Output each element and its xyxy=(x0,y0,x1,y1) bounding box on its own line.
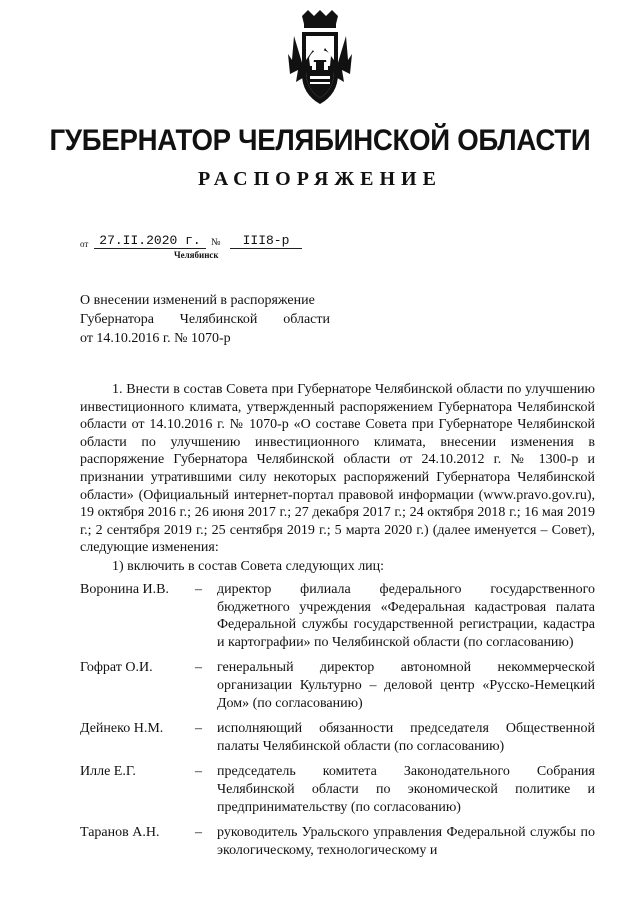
date-label: от xyxy=(80,239,89,249)
document-subject xyxy=(80,291,330,348)
number-label: № xyxy=(211,237,221,248)
member-name: Таранов А.Н. xyxy=(80,825,160,841)
document-date: 27.II.2020 г. xyxy=(94,233,206,249)
list-item xyxy=(80,659,595,712)
list-item xyxy=(80,581,595,651)
chelyabinsk-coat-of-arms-icon xyxy=(288,10,352,110)
member-dash: – xyxy=(195,660,202,676)
member-dash: – xyxy=(195,582,202,597)
document-requisites xyxy=(80,233,380,263)
member-name: Илле Е.Г. xyxy=(80,764,136,780)
member-name: Гофрат О.И. xyxy=(80,660,153,676)
document-body xyxy=(80,381,595,576)
body-paragraph: 1. Внести в состав Совета при Губернаторе Челябинской области по улучшению инвестиционного климата, утвержденный распоряжением Губернатора Челябинской области от 14.10.2016 г. № 1070-р «О составе Совета при Губернаторе Челябинской области по улучшению инвестиционного климата, внесении изменения в распоряжение Губернатора Челябинской области от 24.10.2012 г. № 1300-р и признании утратившими силу некоторых распоряжений Губернатора Челябинской области» (Официальный интернет-портал правовой информации (www.pravo.gov.ru), 19 октября 2016 г.; 26 июня 2017 г.; 27 декабря 2017 г.; 24 октября 2018 г.; 16 мая 2019 г.; 2 сентября 2019 г.; 25 сентября 2019 г.; 5 марта 2020 г.) (далее именуется – Совет), следующие изменения: xyxy=(80,382,595,556)
body-paragraph: 1) включить в состав Совета следующих лиц: xyxy=(112,558,385,574)
list-item xyxy=(80,824,595,859)
member-dash: – xyxy=(195,825,202,841)
member-dash: – xyxy=(195,721,202,737)
member-role: генеральный директор автономной некоммерческой организации Культурно – деловой центр «Русско-Немецкий Дом» (по согласованию) xyxy=(217,660,595,711)
subject-line: Губернатора Челябинской области xyxy=(80,312,330,327)
member-role: председатель комитета Законодательного Собрания Челябинской области по экономической политике и предпринимательству (по согласованию) xyxy=(217,764,595,815)
list-item xyxy=(80,763,595,816)
list-item xyxy=(80,720,595,755)
member-role: руководитель Уральского управления Федеральной службы по экологическому, технологическому и xyxy=(217,825,595,858)
members-list xyxy=(80,581,595,867)
city-name: Челябинск xyxy=(174,250,219,260)
subject-line: от 14.10.2016 г. № 1070-р xyxy=(80,331,231,346)
member-name: Воронина И.В. xyxy=(80,582,169,597)
document-number: III8-р xyxy=(230,233,302,249)
member-dash: – xyxy=(195,764,202,780)
member-name: Дейнеко Н.М. xyxy=(80,721,164,737)
member-role: исполняющий обязанности председателя Общественной палаты Челябинской области (по согласованию) xyxy=(217,721,595,754)
governor-title: ГУБЕРНАТОР ЧЕЛЯБИНСКОЙ ОБЛАСТИ xyxy=(49,124,591,157)
subject-line: О внесении изменений в распоряжение xyxy=(80,293,315,308)
document-type: РАСПОРЯЖЕНИЕ xyxy=(198,168,442,190)
member-role: директор филиала федерального государственного бюджетного учреждения «Федеральная кадастровая палата Федеральной службы государственной регистрации, кадастра и картографии» по Челябинской области (по согласованию) xyxy=(217,582,595,650)
